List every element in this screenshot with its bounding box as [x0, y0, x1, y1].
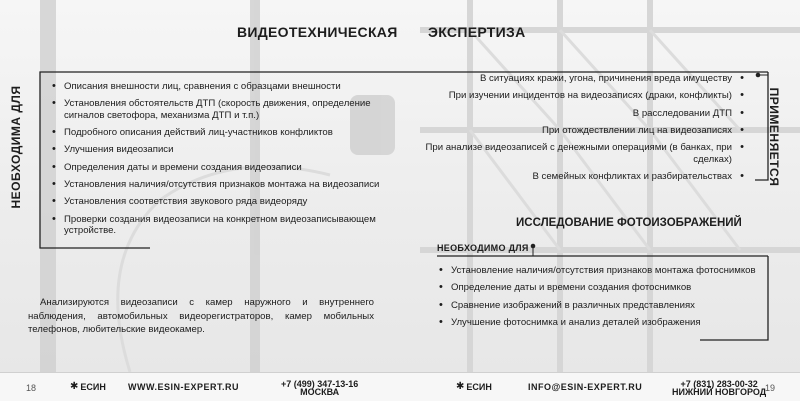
list-item: • Улучшения видеозаписи	[50, 144, 380, 156]
city-moscow: МОСКВА	[300, 387, 340, 397]
page-number-right: 19	[765, 383, 776, 393]
list-item: При анализе видеозаписей с денежными операциями (в банках, при сделках) •	[400, 142, 746, 165]
photo-list	[437, 265, 767, 334]
description-paragraph: Анализируются видеозаписи с камер наружного и внутреннего наблюдения, автомобильных видеорегистраторов, камер мобильных телефонов, любительские видеокамер.	[28, 297, 374, 335]
logo-mark-icon: ✱	[456, 381, 465, 392]
list-item: В расследовании ДТП •	[400, 108, 746, 120]
contact-nn	[672, 380, 766, 396]
list-item: • Улучшение фотоснимка и анализ деталей изображения	[437, 317, 767, 329]
page-number-left: 18	[26, 383, 37, 393]
title-part-1: ВИДЕОТЕХНИЧЕСКАЯ	[237, 24, 398, 40]
list-item: При изучении инцидентов на видеозаписях (драки, конфликты) •	[400, 90, 746, 102]
left-list	[50, 81, 380, 242]
phone-nn[interactable]: +7 (831) 283-00-32	[680, 379, 758, 389]
city-nn: НИЖНИЙ НОВГОРОД	[672, 387, 767, 397]
right-vertical-label: ПРИМЕНЯЕТСЯ	[767, 87, 781, 187]
list-item: В ситуациях кражи, угона, причинения вреда имуществу •	[400, 73, 746, 85]
list-item: • Проверки создания видеозаписи на конкретном видеозаписывающем устройстве.	[50, 214, 380, 237]
right-list	[400, 73, 746, 188]
logo-mark-icon: ✱	[70, 381, 79, 392]
list-item: • Установления обстоятельств ДТП (скорость движения, определение сигналов светофора, механизма ДТП и т.п.)	[50, 98, 380, 121]
website-link[interactable]: WWW.ESIN-EXPERT.RU	[128, 382, 240, 392]
list-item: • Установление наличия/отсутствия признаков монтажа фотоснимков	[437, 265, 767, 277]
list-item: • Определение даты и времени создания фотоснимков	[437, 282, 767, 294]
pin-icon	[756, 73, 768, 78]
footer	[0, 372, 800, 401]
phone-moscow[interactable]: +7 (499) 347-13-16	[281, 379, 359, 389]
list-item: При отождествлении лиц на видеозаписях •	[400, 125, 746, 137]
logo: ✱ ЕСИН	[70, 381, 106, 392]
list-item: • Описания внешности лиц, сравнения с образцами внешности	[50, 81, 380, 93]
list-item: • Определения даты и времени создания видеозаписи	[50, 162, 380, 174]
email-link[interactable]: INFO@ESIN-EXPERT.RU	[528, 382, 643, 392]
title-part-2: ЭКСПЕРТИЗА	[428, 24, 526, 40]
list-item: • Установления наличия/отсутствия признаков монтажа на видеозаписи	[50, 179, 380, 191]
contact-moscow	[281, 380, 358, 396]
left-vertical-label: НЕОБХОДИМА ДЛЯ	[9, 85, 23, 209]
list-item: • Сравнение изображений в различных представлениях	[437, 300, 767, 312]
list-item: В семейных конфликтах и разбирательствах •	[400, 171, 746, 183]
pin-icon	[531, 244, 536, 256]
photo-section-title: ИССЛЕДОВАНИЕ ФОТОИЗОБРАЖЕНИЙ	[516, 217, 742, 229]
logo: ✱ ЕСИН	[456, 381, 492, 392]
list-item: • Подробного описания действий лиц-участников конфликтов	[50, 127, 380, 139]
list-item: • Установления соответствия звукового ряда видеоряду	[50, 196, 380, 208]
photo-need-label: НЕОБХОДИМО ДЛЯ	[437, 243, 529, 253]
